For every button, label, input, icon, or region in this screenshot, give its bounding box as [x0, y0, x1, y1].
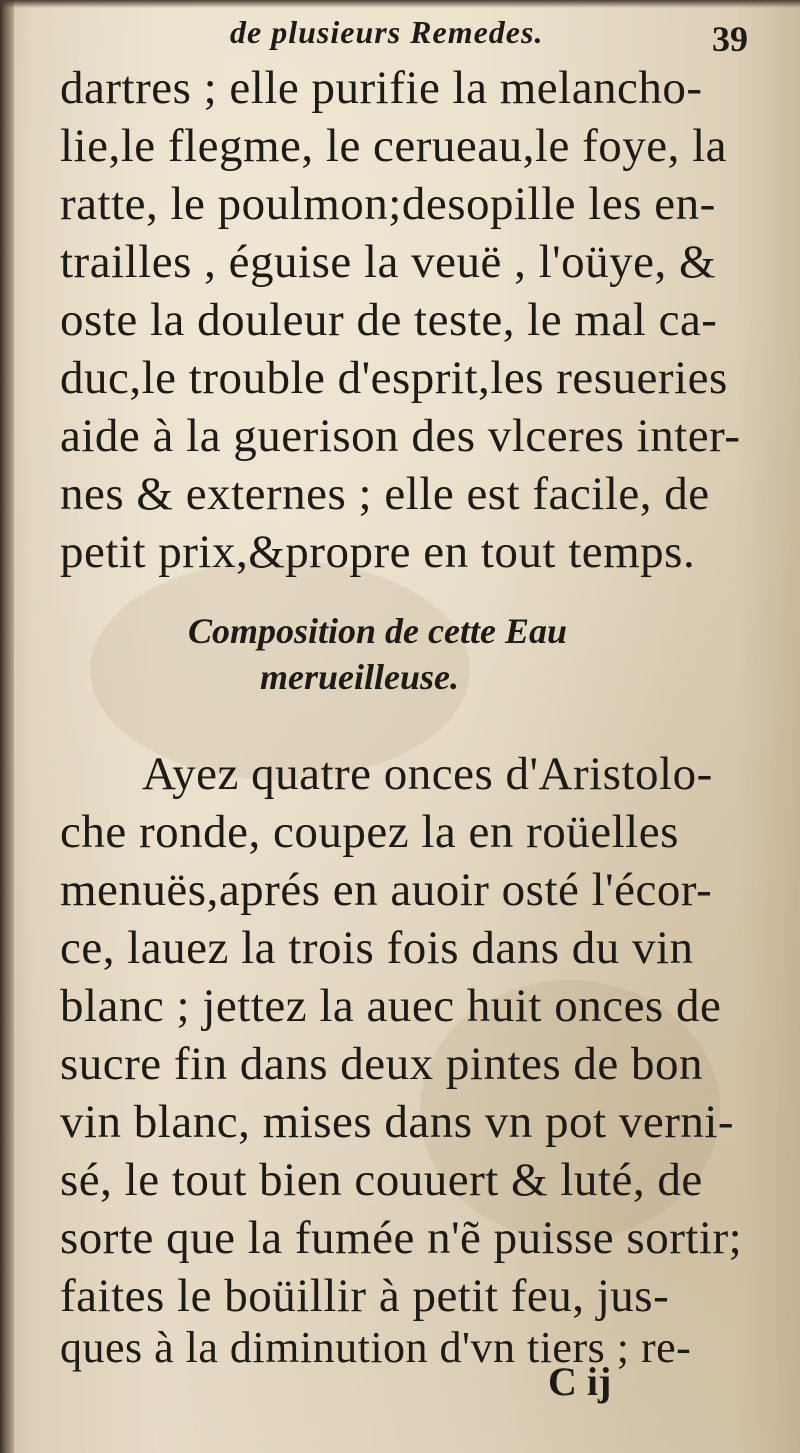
text-line: menuës,aprés en auoir osté l'écor- — [60, 864, 713, 916]
text-line: lie,le flegme, le cerueau,le foye, la — [60, 120, 727, 172]
text-line: sorte que la fumée n'ẽ puisse sortir; — [60, 1212, 743, 1264]
text-line: blanc ; jettez la auec huit onces de — [60, 980, 722, 1032]
running-title: de plusieurs Remedes. — [230, 14, 544, 50]
text-line: sucre fin dans deux pintes de bon — [60, 1038, 704, 1090]
page-top-edge — [0, 0, 800, 8]
section-heading-line-1: Composition de cette Eau — [188, 611, 568, 651]
text-line: sé, le tout bien couuert & luté, de — [60, 1154, 703, 1206]
page-number: 39 — [712, 19, 748, 59]
text-line: Ayez quatre onces d'Aristolo- — [142, 748, 713, 800]
text-line: ce, lauez la trois fois dans du vin — [60, 922, 694, 974]
text-line: nes & externes ; elle est facile, de — [60, 468, 710, 520]
text-line: ques à la diminution d'vn tiers ; re- — [60, 1323, 692, 1372]
text-line: duc,le trouble d'esprit,les resueries — [60, 352, 728, 404]
section-heading-line-2: merueilleuse. — [260, 657, 459, 697]
text-line: vin blanc, mises dans vn pot verni- — [60, 1096, 735, 1148]
text-line: che ronde, coupez la en roüelles — [60, 806, 679, 858]
text-line: petit prix,&propre en tout temps. — [60, 526, 696, 578]
text-line: ratte, le poulmon;desopille les en- — [60, 178, 716, 230]
page-gutter — [0, 0, 14, 1453]
text-line: aide à la guerison des vlceres inter- — [60, 410, 741, 462]
text-line: dartres ; elle purifie la melancho- — [60, 62, 703, 114]
text-line: trailles , éguise la veuë , l'oüye, & — [60, 236, 717, 288]
signature-mark: C ij — [548, 1359, 612, 1404]
text-line: faites le boüillir à petit feu, jus- — [60, 1270, 670, 1322]
text-line: oste la douleur de teste, le mal ca- — [60, 294, 718, 346]
